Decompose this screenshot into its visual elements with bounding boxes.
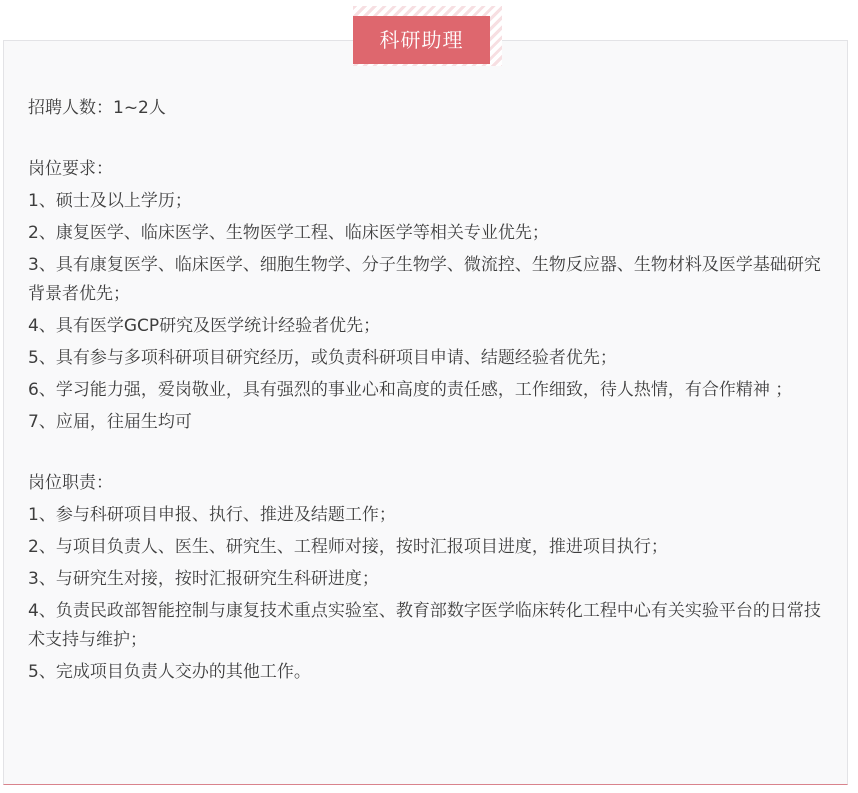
requirement-item: 1、硕士及以上学历； (28, 191, 192, 211)
duties-heading: 岗位职责： (28, 473, 113, 493)
spacer (28, 123, 823, 152)
title-decoration (353, 6, 502, 66)
requirement-item: 5、具有参与多项科研项目研究经历，或负责科研项目申请、结题经验者优先； (28, 348, 617, 368)
section-title: 科研助理 (353, 16, 490, 64)
job-description (28, 94, 823, 687)
duty-item: 5、完成项目负责人交办的其他工作。 (28, 662, 311, 682)
spacer (28, 437, 823, 466)
duty-item: 3、与研究生对接，按时汇报研究生科研进度； (28, 569, 379, 589)
recruit-count: 招聘人数：1~2人 (28, 98, 166, 118)
requirement-item: 6、学习能力强，爱岗敬业，具有强烈的事业心和高度的责任感，工作细致，待人热情，有合作精神 ； (28, 380, 793, 400)
requirement-item: 4、具有医学GCP研究及医学统计经验者优先； (28, 316, 381, 336)
duty-item: 2、与项目负责人、医生、研究生、工程师对接，按时汇报项目进度，推进项目执行； (28, 537, 668, 557)
requirement-item: 3、具有康复医学、临床医学、细胞生物学、分子生物学、微流控、生物反应器、生物材料及医学基础研究背景者优先； (28, 255, 821, 304)
requirement-item: 2、康复医学、临床医学、生物医学工程、临床医学等相关专业优先； (28, 223, 549, 243)
requirement-item: 7、应届，往届生均可 (28, 412, 192, 432)
duty-item: 1、参与科研项目申报、执行、推进及结题工作； (28, 505, 396, 525)
duty-item: 4、负责民政部智能控制与康复技术重点实验室、教育部数字医学临床转化工程中心有关实验平台的日常技术支持与维护； (28, 601, 821, 650)
requirements-heading: 岗位要求： (28, 159, 113, 179)
